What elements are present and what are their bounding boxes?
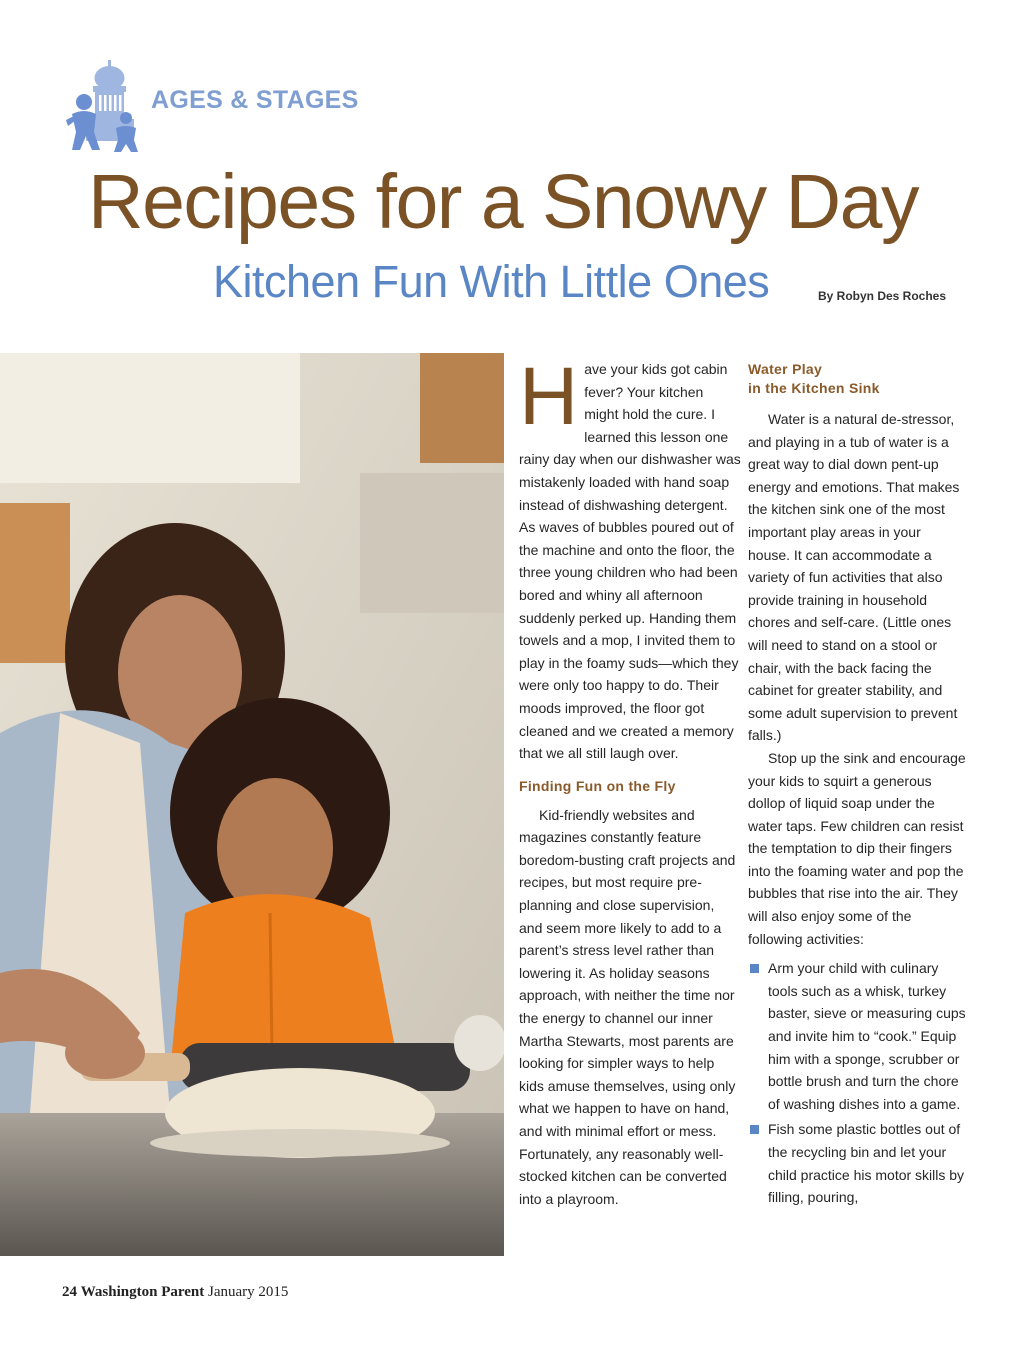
article-subtitle: Kitchen Fun With Little Ones [213, 256, 770, 307]
intro-paragraph: ave your kids got cabin fever? Your kitchen might hold the cure. I learned this lesson one rainy day when our dishwasher was mistakenly loaded with hand soap instead of dishwashing detergent. As waves of bubbles poured out of the machine and onto the floor, the three young children who had been bored and whiny all afternoon suddenly perked up. Handing them towels and a mop, I invited them to play in the foamy suds—which they were only too happy to do. Their moods improved, the floor got cleaned and we created a memory that we all still laugh over. [519, 361, 741, 762]
byline: By Robyn Des Roches [818, 289, 947, 303]
list-item: Arm your child with culinary tools such as a whisk, turkey baster, sieve or measuring cups and invite him to “cook.” Equip him with a sponge, scrubber or bottle brush and turn the chore of washing dishes into a game. [748, 957, 966, 1115]
water-play-paragraph-1: Water is a natural de-stressor, and playing in a tub of water is a great way to dial down pent-up energy and emotions. That makes the kitchen sink one of the most important play areas in your house. It can accommodate a variety of fun activities that also provide training in household chores and self-care. (Little ones will need to stand on a stool or chair, with the back facing the cabinet for greater stability, and some adult supervision to prevent falls.) [748, 411, 960, 744]
mother-daughter-baking-photo [0, 353, 504, 1256]
activity-list [748, 957, 966, 1209]
heading-line-2: in the Kitchen Sink [748, 380, 880, 396]
water-play-paragraph-2: Stop up the sink and encourage your kids to squirt a generous dollop of liquid soap under the water taps. Few children can resist the temptation to dip their fingers into the foaming water and pop the bubbles that rise into the air. They will also enjoy some of the following activities: [748, 749, 966, 947]
article-column-2 [748, 358, 966, 1212]
issue-date: January 2015 [208, 1284, 289, 1300]
page-footer [62, 1284, 288, 1301]
page-number: 24 [62, 1284, 77, 1300]
section-label: AGES & STAGES [151, 86, 359, 114]
dropcap: H [519, 351, 579, 442]
capitol-dome-kids-icon [64, 58, 150, 152]
list-item: Fish some plastic bottles out of the recycling bin and let your child practice his motor skills by filling, pouring, [748, 1118, 966, 1208]
square-bullet-icon [750, 1125, 759, 1134]
heading-line-1: Water Play [748, 361, 823, 377]
publication-name: Washington Parent [80, 1284, 205, 1300]
square-bullet-icon [750, 964, 759, 973]
article-title: Recipes for a Snowy Day [88, 159, 918, 245]
article-column-1 [519, 351, 741, 1210]
finding-fun-paragraph: Kid-friendly websites and magazines constantly feature boredom-busting craft projects and recipes, but most require pre-planning and close supervision, and seem more likely to add to a parent’s stress level rather than lowering it. As holiday seasons approach, with neither the time nor the energy to channel our inner Martha Stewarts, most parents are looking for simpler ways to help kids amuse themselves, using only what we happen to have on hand, and with minimal effort or mess. Fortunately, any reasonably well-stocked kitchen can be converted into a playroom. [519, 806, 736, 1207]
section-heading-finding-fun: Finding Fun on the Fly [519, 777, 676, 794]
section-heading-water-play [748, 360, 966, 398]
